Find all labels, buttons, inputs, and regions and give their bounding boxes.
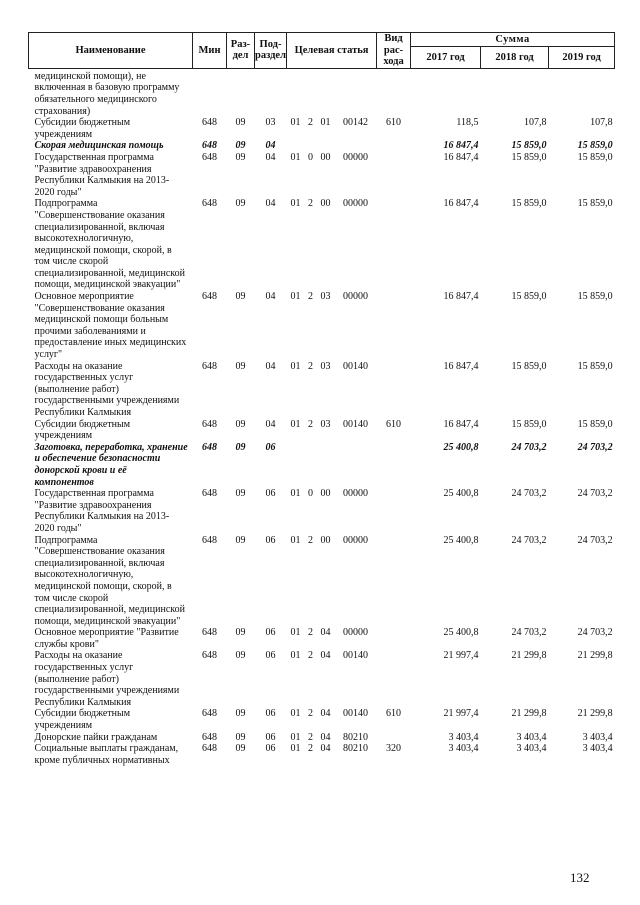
row-target-program (287, 68, 305, 117)
row-subsection: 06 (265, 441, 276, 453)
row-target-event: 00 (320, 534, 331, 546)
row-subsection: 06 (265, 488, 276, 500)
row-expense-type (377, 291, 411, 361)
row-subsection: 06 (265, 627, 276, 639)
row-target-program: 01 (290, 198, 301, 210)
row-ministry: 648 (202, 117, 217, 129)
row-sum-2017: 118,5 (456, 117, 479, 129)
row-sum-2017: 16 847,4 (443, 140, 479, 152)
row-target-subprogram: 0 (308, 151, 313, 163)
header-podrazdel: Под- раздел (255, 33, 287, 69)
row-target-direction: 80210 (343, 743, 369, 755)
row-target-direction: 80210 (343, 731, 369, 743)
row-name: Государственная программа "Развитие здравоохранения Республики Калмыкия на 2013-2020 годы" (34, 488, 170, 534)
row-subsection: 04 (265, 198, 276, 210)
table-row (29, 627, 615, 650)
row-target-event: 04 (320, 627, 331, 639)
row-target-direction: 00000 (343, 627, 369, 639)
row-expense-type (377, 140, 411, 152)
row-sum-2017 (411, 68, 481, 117)
row-section: 09 (235, 198, 246, 210)
header-sum: Сумма (411, 33, 615, 47)
row-name: Донорские пайки гражданам (34, 731, 158, 743)
row-sum-2017: 25 400,8 (443, 627, 479, 639)
row-sum-2018: 24 703,2 (511, 627, 547, 639)
row-target-event: 00 (320, 198, 331, 210)
row-sum-2019: 24 703,2 (577, 627, 613, 639)
header-vid: Вид рас- хода (377, 33, 411, 69)
row-sum-2018: 3 403,4 (516, 731, 547, 743)
row-target-event (317, 68, 335, 117)
row-subsection: 06 (265, 534, 276, 546)
row-section (227, 68, 255, 117)
row-sum-2019: 24 703,2 (577, 534, 613, 546)
row-section: 09 (235, 708, 246, 720)
row-section: 09 (235, 117, 246, 129)
row-target-subprogram: 2 (308, 534, 313, 546)
row-expense-type (377, 198, 411, 291)
row-section: 09 (235, 140, 246, 152)
row-section: 09 (235, 360, 246, 372)
row-ministry: 648 (202, 743, 217, 755)
row-expense-type: 610 (386, 708, 402, 720)
row-expense-type (377, 650, 411, 708)
row-sum-2018: 21 299,8 (511, 708, 547, 720)
row-target-event (317, 140, 335, 152)
row-target-subprogram: 2 (308, 627, 313, 639)
row-sum-2017: 25 400,8 (443, 488, 479, 500)
row-target-program: 01 (290, 743, 301, 755)
row-section: 09 (235, 418, 246, 430)
row-name: Подпрограмма "Совершенствование оказания специализированной, включая высокотехнологичную, медицинской помощи, скорой, в том числе скорой специализированной, медицинской помощи, медицинской эвакуации" (34, 534, 185, 627)
row-ministry: 648 (202, 360, 217, 372)
row-subsection: 06 (265, 731, 276, 743)
row-section: 09 (235, 650, 246, 662)
row-subsection: 04 (265, 360, 276, 372)
row-sum-2019: 15 859,0 (577, 291, 613, 303)
row-subsection: 04 (265, 140, 276, 152)
row-target-event: 01 (320, 117, 331, 129)
table-row (29, 708, 615, 731)
row-ministry: 648 (202, 627, 217, 639)
row-sum-2019 (549, 68, 615, 117)
table-row (29, 419, 615, 442)
row-ministry: 648 (202, 650, 217, 662)
budget-table (28, 32, 615, 766)
row-target-direction: 00140 (343, 650, 369, 662)
row-section: 09 (235, 743, 246, 755)
row-target-subprogram: 2 (308, 708, 313, 720)
row-expense-type: 610 (386, 418, 402, 430)
row-target-subprogram (305, 442, 317, 488)
row-sum-2017: 21 997,4 (443, 708, 479, 720)
row-name: Государственная программа "Развитие здравоохранения Республики Калмыкия на 2013-2020 годы" (34, 151, 170, 198)
row-ministry: 648 (202, 534, 217, 546)
table-row (29, 198, 615, 291)
row-section: 09 (235, 627, 246, 639)
row-target-program: 01 (290, 534, 301, 546)
row-name: Социальные выплаты гражданам, кроме публичных нормативных (34, 743, 179, 766)
row-subsection: 03 (265, 117, 276, 129)
row-target-direction (335, 442, 377, 488)
row-target-subprogram (305, 68, 317, 117)
row-target-direction: 00140 (343, 418, 369, 430)
row-sum-2018: 3 403,4 (516, 743, 547, 755)
table-row (29, 743, 615, 766)
row-sum-2018: 15 859,0 (511, 198, 547, 210)
row-sum-2019: 15 859,0 (577, 198, 613, 210)
row-target-event: 04 (320, 650, 331, 662)
row-ministry: 648 (202, 708, 217, 720)
row-ministry: 648 (202, 731, 217, 743)
row-sum-2018: 15 859,0 (511, 151, 547, 163)
row-target-program: 01 (290, 650, 301, 662)
row-target-program: 01 (290, 731, 301, 743)
row-name: Основное мероприятие "Совершенствование оказания медицинской помощи больным прочими заболеваниями и предоставление иных медицинских услуг" (34, 291, 187, 361)
row-expense-type (377, 361, 411, 419)
row-name: Заготовка, переработка, хранение и обеспечение безопасности донорской крови и её компонентов (34, 441, 188, 488)
row-target-subprogram: 2 (308, 198, 313, 210)
row-target-direction: 00000 (343, 488, 369, 500)
row-target-event: 00 (320, 488, 331, 500)
table-row (29, 291, 615, 361)
row-subsection (255, 68, 287, 117)
row-expense-type (377, 68, 411, 117)
row-target-event: 03 (320, 291, 331, 303)
row-sum-2017: 21 997,4 (443, 650, 479, 662)
row-name: медицинской помощи), не включенная в базовую программу обязательного медицинского страхования) (34, 70, 180, 117)
row-target-program: 01 (290, 627, 301, 639)
row-expense-type (377, 535, 411, 628)
row-target-subprogram: 2 (308, 731, 313, 743)
row-target-direction: 00000 (343, 151, 369, 163)
row-sum-2018: 15 859,0 (511, 360, 547, 372)
row-target-event: 03 (320, 418, 331, 430)
row-ministry: 648 (202, 441, 217, 453)
row-target-event: 04 (320, 743, 331, 755)
row-name: Расходы на оказание государственных услуг (выполнение работ) государственными учреждениями Республики Калмыкия (34, 360, 180, 418)
row-section: 09 (235, 151, 246, 163)
row-sum-2017: 25 400,8 (443, 441, 479, 453)
header-min: Мин (193, 33, 227, 69)
row-name: Основное мероприятие "Развитие службы крови" (34, 627, 179, 650)
row-sum-2017: 16 847,4 (443, 151, 479, 163)
row-sum-2017: 3 403,4 (448, 743, 479, 755)
header-year-2017: 2017 год (411, 47, 481, 68)
table-row (29, 442, 615, 488)
row-sum-2019: 107,8 (590, 117, 613, 129)
row-ministry: 648 (202, 198, 217, 210)
table-body (29, 68, 615, 766)
row-target-program: 01 (290, 291, 301, 303)
row-sum-2018: 15 859,0 (511, 418, 547, 430)
row-target-direction: 00000 (343, 291, 369, 303)
table-row (29, 117, 615, 140)
row-expense-type (377, 627, 411, 650)
row-subsection: 04 (265, 151, 276, 163)
table-header (29, 33, 615, 69)
row-name: Скорая медицинская помощь (34, 140, 164, 152)
header-year-2018: 2018 год (481, 47, 549, 68)
row-expense-type (377, 152, 411, 198)
table-row (29, 732, 615, 744)
row-expense-type: 610 (386, 117, 402, 129)
row-target-subprogram: 2 (308, 650, 313, 662)
row-target-subprogram: 0 (308, 488, 313, 500)
row-target-program: 01 (290, 708, 301, 720)
row-target-program: 01 (290, 151, 301, 163)
row-target-subprogram: 2 (308, 291, 313, 303)
row-sum-2017: 25 400,8 (443, 534, 479, 546)
row-expense-type (377, 488, 411, 534)
row-name: Расходы на оказание государственных услуг (выполнение работ) государственными учреждениями Республики Калмыкия (34, 650, 180, 708)
header-year-2019: 2019 год (549, 47, 615, 68)
row-expense-type (377, 732, 411, 744)
row-expense-type: 320 (386, 743, 402, 755)
row-target-subprogram: 2 (308, 418, 313, 430)
row-section: 09 (235, 291, 246, 303)
row-subsection: 06 (265, 708, 276, 720)
row-sum-2017: 16 847,4 (443, 291, 479, 303)
row-target-direction (335, 140, 377, 152)
row-target-event: 04 (320, 708, 331, 720)
row-sum-2019: 3 403,4 (582, 743, 613, 755)
row-name: Подпрограмма "Совершенствование оказания специализированной, включая высокотехнологичную, медицинской помощи, скорой, в том числе скорой специализированной, медицинской помощи, медицинской эвакуации" (34, 198, 185, 291)
row-sum-2019: 15 859,0 (577, 360, 613, 372)
table-row (29, 152, 615, 198)
row-sum-2019: 15 859,0 (577, 151, 613, 163)
row-target-direction (335, 68, 377, 117)
row-sum-2019: 15 859,0 (577, 140, 613, 152)
row-ministry: 648 (202, 418, 217, 430)
row-target-direction: 00142 (343, 117, 369, 129)
row-sum-2018 (481, 68, 549, 117)
row-section: 09 (235, 488, 246, 500)
row-name: Субсидии бюджетным учреждениям (34, 117, 131, 140)
row-sum-2019: 24 703,2 (577, 441, 613, 453)
row-sum-2017: 16 847,4 (443, 360, 479, 372)
table-row (29, 361, 615, 419)
row-expense-type (377, 442, 411, 488)
row-sum-2018: 107,8 (524, 117, 547, 129)
row-ministry: 648 (202, 488, 217, 500)
row-target-program (287, 140, 305, 152)
row-target-event: 04 (320, 731, 331, 743)
row-name: Субсидии бюджетным учреждениям (34, 418, 131, 442)
row-target-direction: 00140 (343, 360, 369, 372)
row-target-event (317, 442, 335, 488)
table-row (29, 535, 615, 628)
row-target-direction: 00000 (343, 534, 369, 546)
row-sum-2019: 21 299,8 (577, 708, 613, 720)
row-ministry (193, 68, 227, 117)
row-target-subprogram: 2 (308, 743, 313, 755)
row-sum-2017: 16 847,4 (443, 418, 479, 430)
header-name: Наименование (29, 33, 193, 69)
row-sum-2018: 24 703,2 (511, 441, 547, 453)
row-target-event: 03 (320, 360, 331, 372)
row-sum-2018: 24 703,2 (511, 488, 547, 500)
row-sum-2017: 16 847,4 (443, 198, 479, 210)
row-sum-2019: 15 859,0 (577, 418, 613, 430)
row-target-program: 01 (290, 117, 301, 129)
row-section: 09 (235, 731, 246, 743)
row-sum-2018: 21 299,8 (511, 650, 547, 662)
row-sum-2018: 15 859,0 (511, 291, 547, 303)
row-target-program (287, 442, 305, 488)
row-sum-2018: 24 703,2 (511, 534, 547, 546)
row-target-program: 01 (290, 360, 301, 372)
row-sum-2017: 3 403,4 (448, 731, 479, 743)
row-target-subprogram (305, 140, 317, 152)
row-sum-2019: 21 299,8 (577, 650, 613, 662)
row-target-program: 01 (290, 488, 301, 500)
row-target-direction: 00140 (343, 708, 369, 720)
table-row (29, 488, 615, 534)
table-row (29, 68, 615, 117)
row-target-subprogram: 2 (308, 360, 313, 372)
row-subsection: 04 (265, 418, 276, 430)
row-name: Субсидии бюджетным учреждениям (34, 708, 131, 732)
page-number: 132 (570, 870, 590, 885)
row-target-subprogram: 2 (308, 117, 313, 129)
row-ministry: 648 (202, 291, 217, 303)
row-target-event: 00 (320, 151, 331, 163)
row-ministry: 648 (202, 151, 217, 163)
row-target-direction: 00000 (343, 198, 369, 210)
row-subsection: 04 (265, 291, 276, 303)
row-subsection: 06 (265, 650, 276, 662)
row-target-program: 01 (290, 418, 301, 430)
row-sum-2019: 3 403,4 (582, 731, 613, 743)
table-row (29, 140, 615, 152)
row-section: 09 (235, 534, 246, 546)
row-subsection: 06 (265, 743, 276, 755)
header-razdel: Раз- дел (227, 33, 255, 69)
row-ministry: 648 (202, 140, 217, 152)
row-section: 09 (235, 441, 246, 453)
row-sum-2018: 15 859,0 (511, 140, 547, 152)
header-target: Целевая статья (287, 33, 377, 69)
table-row (29, 650, 615, 708)
row-sum-2019: 24 703,2 (577, 488, 613, 500)
